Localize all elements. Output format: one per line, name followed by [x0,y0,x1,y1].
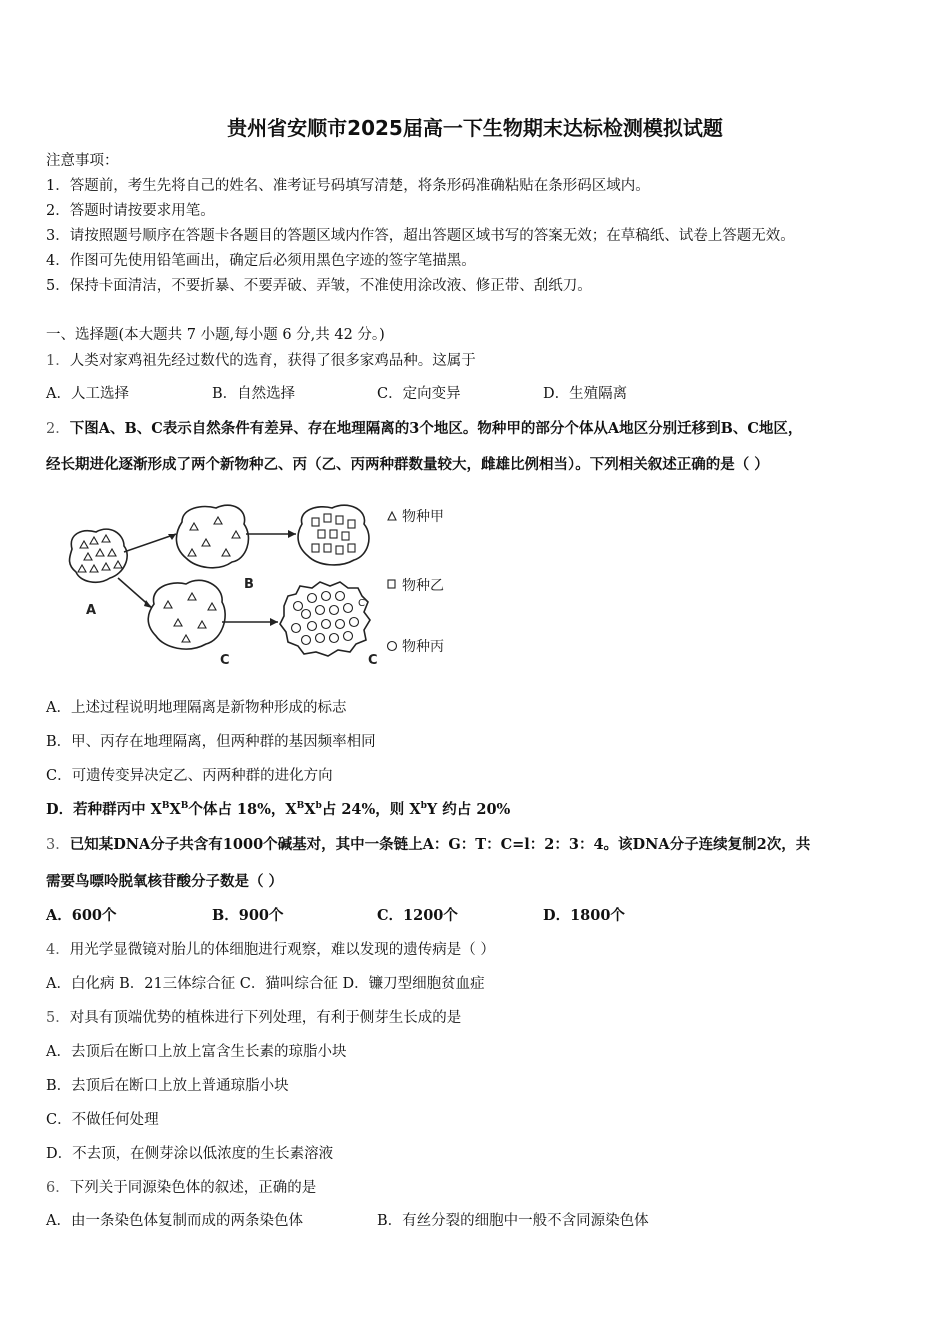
circle-marker [308,622,317,631]
option-b[interactable]: B．自然选择 [212,386,296,402]
question-3 [46,836,810,854]
option-d[interactable]: D．1800个 [543,907,625,924]
notice-item: 2．答题时请按要求用笔。 [46,203,215,219]
triangle-marker [90,565,98,572]
circle-marker [344,604,353,613]
square-marker [318,530,325,538]
circle-marker [330,606,339,615]
square-marker [336,516,343,524]
question-number: 4． [46,942,70,958]
square-marker [324,514,331,522]
option-c[interactable]: C．1200个 [377,907,458,924]
legend-triangle-icon [388,512,396,520]
option-d[interactable] [46,801,510,819]
circle-marker [344,632,353,641]
question-text: 人类对家鸡祖先经过数代的选育，获得了很多家鸡品种。这属于 [69,353,476,369]
region-c-shape [148,580,225,649]
option-c[interactable]: C．可遗传变异决定乙、丙两种群的进化方向 [46,768,333,784]
triangle-marker [80,541,88,548]
option-c[interactable]: C．不做任何处理 [46,1112,159,1128]
triangle-marker [188,593,196,600]
triangle-marker [214,517,222,524]
triangle-marker [188,549,196,556]
text-part: X [304,801,316,818]
legend-circle-icon [388,642,397,651]
question-number: 5． [46,1010,70,1026]
question-6 [46,1179,316,1197]
superscript: B [296,801,305,811]
triangle-marker [108,549,116,556]
question-2 [46,420,802,438]
options-row[interactable]: A．白化病 B．21三体综合征 C．猫叫综合征 D．镰刀型细胞贫血症 [46,976,485,992]
region-b2-shape [298,505,369,565]
region-c2-shape [280,582,370,656]
triangle-marker [174,619,182,626]
question-text: 下图A、B、C表示自然条件有差异、存在地理隔离的3个地区。物种甲的部分个体从A地区分别迁移到B、C地区， [69,420,803,437]
question-number: 6． [46,1180,70,1196]
legend-label-jia: 物种甲 [402,509,444,525]
question-text: 对具有顶端优势的植株进行下列处理，有利于侧芽生长成的是 [69,1010,462,1026]
option-a[interactable]: A．去顶后在断口上放上富含生长素的琼脂小块 [46,1044,347,1060]
superscript: b [315,801,322,811]
option-d[interactable]: D．生殖隔离 [543,386,628,402]
option-b[interactable]: B．900个 [212,907,284,924]
option-a[interactable]: A．600个 [46,907,117,924]
circle-marker [336,620,345,629]
circle-marker [294,602,303,611]
option-a[interactable]: A．由一条染色体复制而成的两条染色体 [46,1213,303,1229]
triangle-marker [208,603,216,610]
square-marker [312,544,319,552]
square-marker [324,544,331,552]
notice-item: 1．答题前，考生先将自己的姓名、准考证号码填写清楚，将条形码准确粘贴在条形码区域内。 [46,178,650,194]
superscript: B [180,801,189,811]
text-part: 占 24%，则 X [321,801,421,818]
triangle-marker [102,535,110,542]
circle-marker [302,636,311,645]
circle-marker [316,634,325,643]
circle-marker [308,594,317,603]
square-marker [312,518,319,526]
arrowhead [288,530,296,538]
option-c[interactable]: C．定向变异 [377,386,461,402]
square-marker [348,544,355,552]
question-text: 用光学显微镜对胎儿的体细胞进行观察，难以发现的遗传病是（ ） [69,942,495,958]
triangle-marker [232,531,240,538]
question-number: 2． [46,421,70,437]
circle-marker [316,606,325,615]
legend-square-icon [388,580,395,588]
square-marker [336,546,343,554]
region-c2-label: C [368,653,378,668]
triangle-marker [202,539,210,546]
circle-marker [336,592,345,601]
circle-marker [330,634,339,643]
circle-marker [302,610,311,619]
circle-marker [292,624,301,633]
text-part: D．若种群丙中 X [46,801,162,818]
circle-marker [322,592,331,601]
triangle-marker [114,561,122,568]
circle-marker [350,618,359,627]
section-heading: 一、选择题(本大题共 7 小题,每小题 6 分,共 42 分。) [46,327,385,343]
text-part: 个体占 18%，X [188,801,297,818]
question-number: 3． [46,837,70,853]
notice-item: 3．请按照题号顺序在答题卡各题目的答题区域内作答，超出答题区域书写的答案无效；在草稿纸、试卷上答题无效。 [46,228,795,244]
triangle-marker [198,621,206,628]
arrow-a-to-b [124,534,176,552]
speciation-diagram [62,494,462,674]
question-number: 1． [46,353,70,369]
triangle-marker [96,549,104,556]
square-marker [348,520,355,528]
region-b-shape [176,505,248,568]
region-c-small-label: C [358,598,365,609]
square-marker [342,532,349,540]
question-text: 下列关于同源染色体的叙述，正确的是 [69,1180,317,1196]
question-text-cont: 经长期进化逐渐形成了两个新物种乙、丙（乙、丙两种群数量较大，雌雄比例相当）。下列相关叙述正确的是（ ） [46,456,769,473]
triangle-marker [190,523,198,530]
page-title: 贵州省安顺市2025届高一下生物期末达标检测模拟试题 [227,116,723,140]
legend-label-yi: 物种乙 [402,578,444,594]
option-b[interactable]: B．有丝分裂的细胞中一般不含同源染色体 [377,1213,649,1229]
question-text-cont: 需要鸟嘌呤脱氧核苷酸分子数是（ ） [46,873,284,890]
text-part: Y 约占 20% [426,801,511,818]
region-a-label: A [86,603,97,618]
option-b[interactable]: B．去顶后在断口上放上普通琼脂小块 [46,1078,289,1094]
region-c-label: C [220,653,230,668]
text-part: X [169,801,181,818]
option-a[interactable]: A．上述过程说明地理隔离是新物种形成的标志 [46,700,347,716]
option-b[interactable]: B．甲、丙存在地理隔离，但两种群的基因频率相同 [46,734,376,750]
question-4 [46,941,495,959]
triangle-marker [182,635,190,642]
triangle-marker [84,553,92,560]
triangle-marker [90,537,98,544]
notice-item: 5．保持卡面清洁，不要折暴、不要弄破、弄皱，不准使用涂改液、修正带、刮纸刀。 [46,278,592,294]
superscript: b [420,801,427,811]
triangle-marker [222,549,230,556]
question-text: 已知某DNA分子共含有1000个碱基对，其中一条链上A：G：T：C=l：2：3：4。该DNA分子连续复制2次，共 [69,836,811,853]
notice-item: 4．作图可先使用铅笔画出，确定后必须用黑色字迹的签字笔描黑。 [46,253,476,269]
square-marker [330,530,337,538]
question-5 [46,1009,461,1027]
arrowhead [270,618,278,626]
diagram-svg [62,494,462,674]
legend-label-bing: 物种丙 [402,639,444,655]
option-d[interactable]: D．不去顶，在侧芽涂以低浓度的生长素溶液 [46,1146,334,1162]
notice-heading: 注意事项： [46,153,119,169]
circle-marker [322,620,331,629]
triangle-marker [78,565,86,572]
question-1 [46,352,476,370]
triangle-marker [102,563,110,570]
region-b-label: B [244,577,254,592]
option-a[interactable]: A．人工选择 [46,386,129,402]
superscript: B [161,801,170,811]
triangle-marker [164,601,172,608]
